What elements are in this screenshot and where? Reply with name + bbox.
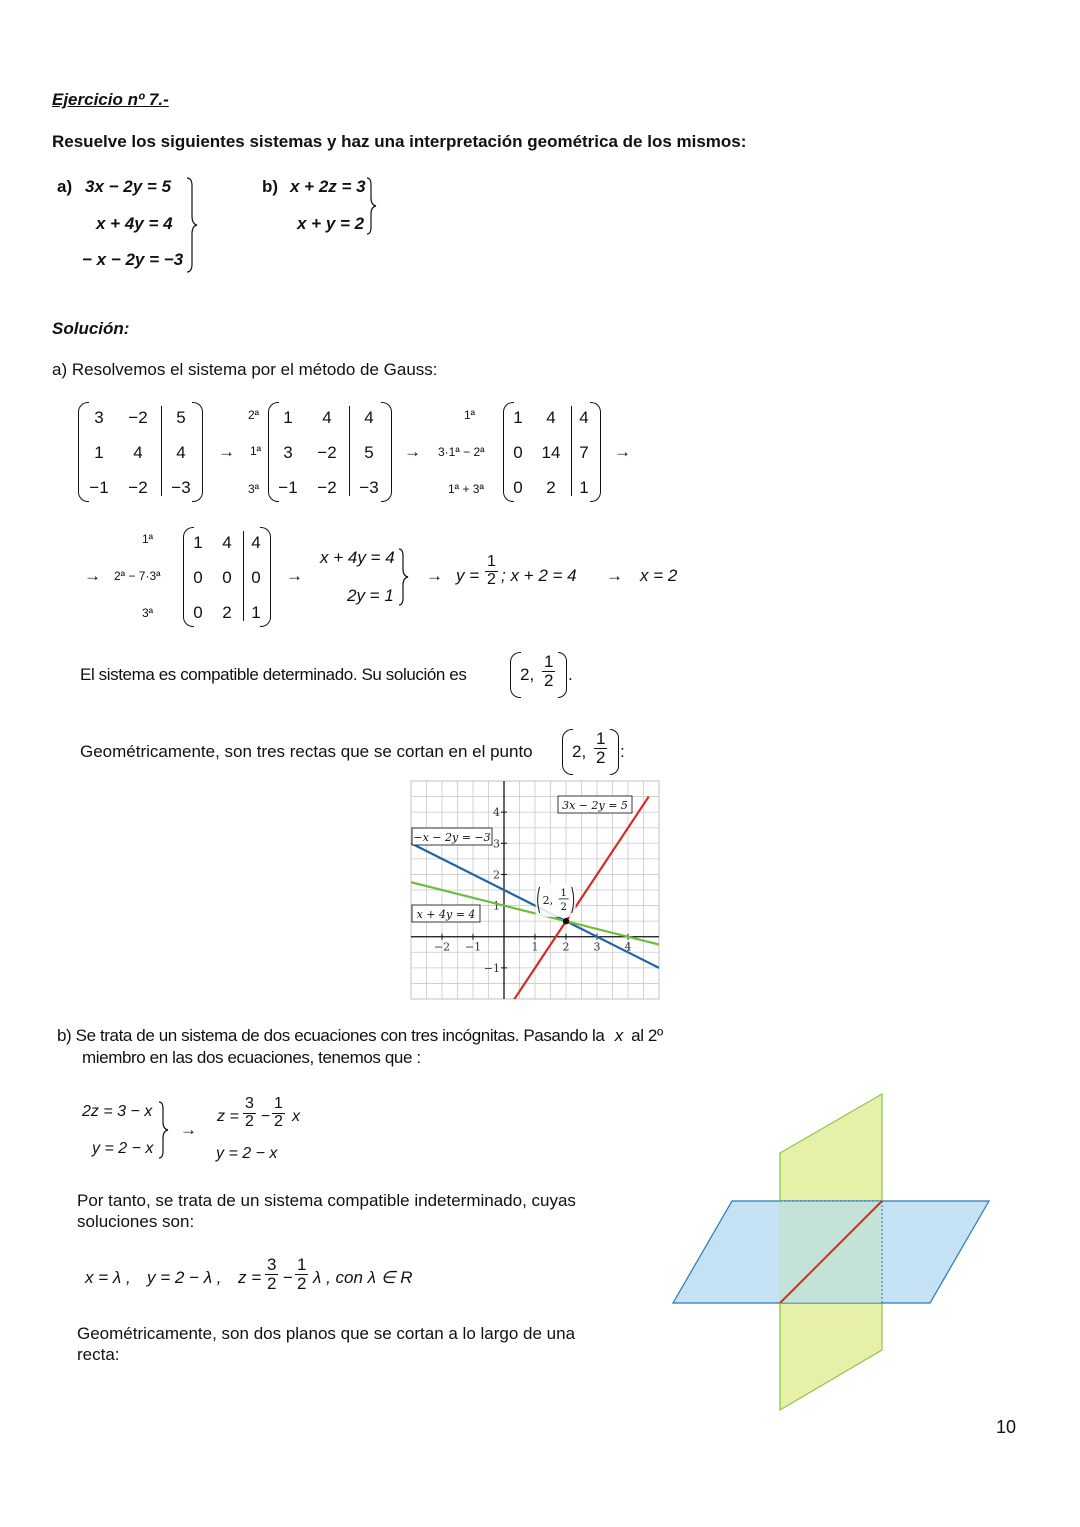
m1-cell: −3 [171, 478, 191, 497]
m4-cell: 0 [193, 568, 203, 587]
sol-tail: λ , con λ ∈ R [313, 1268, 413, 1287]
point-label-num: 1 [560, 887, 567, 899]
m2-row-label: 3ª [248, 482, 260, 496]
geometry-point-frac [594, 730, 607, 767]
m3-cell: 7 [579, 443, 589, 462]
m4-cell: 1 [251, 603, 261, 622]
arrow-5: → [286, 566, 303, 585]
sol-x: x = λ , [85, 1268, 131, 1287]
system-b-brace [366, 176, 378, 236]
y-fraction-num: 1 [487, 553, 496, 570]
sol-frac-1-num: 3 [267, 1255, 277, 1274]
m1-cell: 1 [94, 443, 104, 462]
m2-cell: 5 [364, 443, 374, 462]
m4-cell: 1 [193, 533, 203, 552]
line-red-label: 3x − 2y = 5 [562, 799, 628, 812]
y-fraction-den: 2 [487, 570, 496, 588]
y-eq: y = 2 − x [216, 1145, 278, 1162]
m4-row-label: 2ª − 7·3ª [114, 569, 161, 583]
system-a-eq2: x + 4y = 4 [96, 214, 173, 233]
z-var: x [292, 1108, 300, 1125]
reduced-eq2: 2y = 1 [347, 586, 394, 605]
x-tick-label: −2 [433, 940, 451, 954]
part-b-brace [158, 1100, 170, 1160]
z-frac-1 [243, 1096, 256, 1131]
arrow-3: → [614, 442, 631, 461]
m2-row-label: 2ª [248, 408, 260, 422]
arrow-7: → [606, 566, 623, 585]
part-b-sys1: 2z = 3 − x [82, 1103, 153, 1120]
exercise-heading: Ejercicio nº 7.- [52, 90, 169, 109]
intersection-point [563, 918, 569, 924]
m4-cell: 0 [222, 568, 232, 587]
z-frac-1-num: 3 [245, 1095, 254, 1112]
m1-cell: −2 [128, 408, 148, 427]
point-label-x: 2, [542, 893, 554, 907]
z-frac-1-den: 2 [245, 1112, 254, 1130]
m2-cell: −3 [359, 478, 379, 497]
geometry-point-den: 2 [596, 747, 606, 767]
planes-illustration [668, 1090, 994, 1415]
solution-title: Solución: [52, 319, 130, 338]
m2-cell: 4 [364, 408, 374, 427]
m3-cell: 1 [513, 408, 523, 427]
sol-y: y = 2 − λ , [147, 1268, 222, 1287]
system-b-eq2: x + y = 2 [297, 214, 365, 233]
reduced-brace [398, 547, 410, 607]
arrow-1: → [218, 442, 235, 461]
m1-cell: −1 [89, 478, 109, 497]
point-label-den: 2 [560, 901, 567, 913]
z-frac-2-num: 1 [274, 1095, 283, 1112]
m2-row-label: 1ª [250, 444, 262, 458]
sol-frac-1-den: 2 [267, 1273, 277, 1293]
x-tick-label: 3 [593, 940, 601, 954]
part-b-intro-line1 [57, 1026, 663, 1046]
part-b-geometry-1: Geométricamente, son dos planos que se cortan a lo largo de una [77, 1324, 576, 1343]
sol-z: z = [238, 1268, 262, 1287]
m3-row-label: 1ª [464, 408, 476, 422]
sol-frac-2-num: 1 [297, 1255, 307, 1274]
part-b-sys2: y = 2 − x [92, 1140, 154, 1157]
sol-frac-2 [295, 1256, 308, 1293]
part-a-intro: a) Resolvemos el sistema por el método de Gauss: [52, 360, 438, 379]
x-tick-label: −1 [464, 940, 482, 954]
system-a-brace [186, 176, 200, 274]
sol-frac-1 [265, 1256, 278, 1293]
part-a-geometry: Geométricamente, son tres rectas que se cortan en el punto [80, 742, 533, 761]
x-result: x = 2 [640, 566, 678, 585]
m4-cell: 0 [251, 568, 261, 587]
m2-cell: 3 [283, 443, 293, 462]
y-tick-label: −1 [483, 961, 500, 975]
solution-point-x: 2, [520, 665, 535, 684]
matrix-2 [268, 402, 392, 502]
part-b-geometry-2: recta: [77, 1345, 120, 1364]
y-tick-label: 3 [493, 837, 500, 851]
matrix-1 [78, 402, 203, 502]
z-minus: − [261, 1108, 271, 1125]
solution-point-num: 1 [544, 652, 554, 671]
m1-cell: 4 [176, 443, 186, 462]
arrow-4: → [84, 566, 101, 585]
m4-cell: 4 [251, 533, 261, 552]
x-tick-label: 4 [624, 940, 632, 954]
m2-cell: −2 [317, 478, 337, 497]
x-tick-label: 2 [562, 940, 570, 954]
y-tick-label: 2 [493, 868, 500, 882]
system-b-eq1: x + 2z = 3 [290, 177, 366, 196]
matrix-4 [183, 527, 271, 627]
reduced-eq1: x + 4y = 4 [320, 548, 395, 567]
z-frac-2 [272, 1096, 285, 1131]
arrow-2: → [404, 442, 421, 461]
m3-cell: 14 [541, 443, 561, 462]
matrix-3 [503, 402, 601, 502]
part-b-conclusion-2: soluciones son: [77, 1212, 195, 1231]
sol-minus: − [283, 1268, 293, 1287]
z-lhs: z = [217, 1108, 239, 1125]
m2-cell: −1 [278, 478, 298, 497]
y-lhs: y = [456, 566, 480, 585]
line-blue-label: −x − 2y = −3 [413, 831, 491, 844]
sol-frac-2-den: 2 [297, 1273, 307, 1293]
m1-cell: 4 [133, 443, 143, 462]
geometry-point-x: 2, [572, 742, 587, 761]
system-a-eq3: − x − 2y = −3 [82, 250, 184, 269]
geometry-point-num: 1 [596, 729, 606, 748]
m1-cell: −2 [128, 478, 148, 497]
line-green-label: x + 4y = 4 [416, 908, 476, 921]
m3-cell: 0 [513, 443, 523, 462]
m3-cell: 0 [513, 478, 523, 497]
y-tick-label: 4 [493, 806, 500, 820]
m4-cell: 2 [222, 603, 232, 622]
system-a-eq1: 3x − 2y = 5 [85, 177, 172, 196]
m3-cell: 4 [546, 408, 556, 427]
m3-cell: 2 [546, 478, 556, 497]
y-fraction [485, 554, 498, 589]
part-b-intro-tail: al 2º [631, 1026, 663, 1045]
m2-cell: 1 [283, 408, 293, 427]
m4-cell: 4 [222, 533, 232, 552]
m2-cell: 4 [322, 408, 332, 427]
part-a-conclusion: El sistema es compatible determinado. Su solución es [80, 665, 467, 684]
part-b-intro-var: x [614, 1026, 623, 1045]
m1-cell: 3 [94, 408, 104, 427]
m3-cell: 4 [579, 408, 589, 427]
m3-row-label: 1ª + 3ª [448, 482, 484, 496]
solution-point-den: 2 [544, 670, 554, 690]
m3-cell: 1 [579, 478, 589, 497]
z-frac-2-den: 2 [274, 1112, 283, 1130]
exercise-statement: Resuelve los siguientes sistemas y haz una interpretación geométrica de los mismos: [52, 132, 747, 151]
part-b-intro-text: b) Se trata de un sistema de dos ecuaciones con tres incógnitas. Pasando la [57, 1026, 605, 1045]
system-a-label: a) [57, 177, 73, 196]
x-tick-label: 1 [531, 940, 539, 954]
m4-row-label: 1ª [142, 532, 154, 546]
m4-cell: 0 [193, 603, 203, 622]
m1-cell: 5 [176, 408, 186, 427]
arrow-6: → [426, 566, 443, 585]
m2-cell: −2 [317, 443, 337, 462]
part-b-intro-line2: miembro en las dos ecuaciones, tenemos que : [82, 1048, 421, 1067]
system-b-label: b) [262, 177, 279, 196]
m3-row-label: 3·1ª − 2ª [438, 445, 485, 459]
part-b-conclusion-1: Por tanto, se trata de un sistema compatible indeterminado, cuyas [77, 1191, 576, 1210]
m4-row-label: 3ª [142, 606, 154, 620]
page-number: 10 [996, 1417, 1017, 1437]
part-b-arrow: → [180, 1120, 197, 1139]
step-2: ; x + 2 = 4 [501, 566, 577, 585]
y-tick-label: 1 [493, 899, 500, 913]
lines-chart [410, 780, 660, 1000]
solution-point-frac [542, 653, 555, 690]
